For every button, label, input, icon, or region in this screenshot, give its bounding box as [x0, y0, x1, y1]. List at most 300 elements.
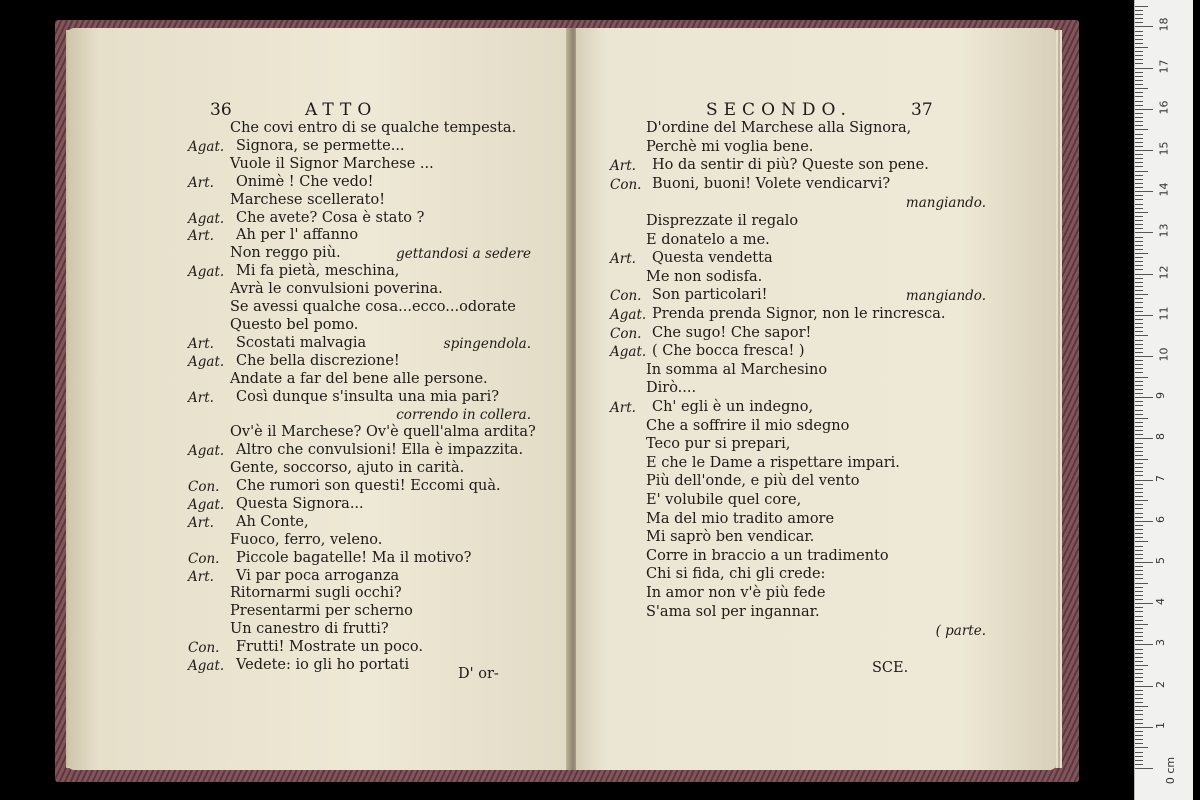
- ruler-tick: [1135, 508, 1143, 509]
- ruler-unit-label: 0 cm: [1164, 756, 1178, 785]
- verse-line: Avrà le convulsioni poverina.: [230, 281, 443, 298]
- speaker-label: Art.: [188, 568, 214, 585]
- verse-line: D'ordine del Marchese alla Signora,: [646, 120, 912, 136]
- stage-direction: mangiando.: [905, 195, 986, 212]
- ruler-tick: [1135, 307, 1143, 308]
- ruler-number: 8: [1154, 433, 1167, 441]
- ruler-tick: [1135, 735, 1143, 736]
- ruler-tick: [1135, 694, 1143, 695]
- ruler-tick: [1135, 331, 1143, 332]
- ruler-tick: [1135, 117, 1143, 118]
- ruler-tick: [1135, 364, 1143, 365]
- verse-line: Perchè mi voglia bene.: [646, 138, 814, 155]
- ruler-tick: [1135, 199, 1143, 200]
- ruler-tick: [1135, 257, 1143, 258]
- ruler-tick: [1135, 418, 1148, 419]
- verse-line: Me non sodisfa.: [646, 268, 763, 285]
- ruler-tick: [1135, 84, 1143, 85]
- speaker-label: Agat.: [188, 353, 225, 370]
- ruler-tick: [1135, 290, 1143, 291]
- ruler-tick: [1135, 80, 1143, 81]
- ruler-tick: [1135, 727, 1153, 728]
- ruler-number: 5: [1154, 557, 1167, 564]
- ruler-tick: [1135, 253, 1148, 254]
- ruler-tick: [1135, 220, 1143, 221]
- stage-direction: spingendola.: [443, 335, 531, 352]
- ruler-tick: [1135, 59, 1143, 60]
- ruler-tick: [1135, 702, 1143, 703]
- verse-line: Vi par poca arroganza: [236, 567, 400, 584]
- ruler-tick: [1135, 154, 1143, 155]
- ruler-tick: [1135, 492, 1143, 493]
- ruler-tick: [1135, 368, 1143, 369]
- ruler-tick: [1135, 360, 1143, 361]
- ruler-tick: [1135, 570, 1143, 571]
- ruler-tick: [1135, 649, 1143, 650]
- ruler-tick: [1135, 216, 1143, 217]
- ruler-tick: [1135, 455, 1143, 456]
- ruler-tick: [1135, 344, 1143, 345]
- ruler-tick: [1135, 752, 1143, 753]
- speaker-label: Con.: [610, 325, 642, 342]
- verse-line: Che a soffrire il mio sdegno: [646, 417, 850, 434]
- ruler-tick: [1135, 183, 1143, 184]
- ruler-tick: [1135, 327, 1143, 328]
- verse-line: Così dunque s'insulta una mia pari?: [236, 388, 500, 405]
- ruler-tick: [1135, 92, 1143, 93]
- ruler-number: 15: [1157, 141, 1171, 156]
- ruler-number: 13: [1157, 223, 1171, 238]
- ruler-tick: [1135, 232, 1153, 233]
- verse-line: Chi si fida, chi gli crede:: [646, 566, 826, 583]
- ruler-tick: [1135, 274, 1153, 275]
- ruler-number: 11: [1157, 306, 1171, 321]
- ruler-tick: [1135, 249, 1143, 250]
- ruler-tick: [1135, 719, 1143, 720]
- verse-line: Che rumori son questi! Eccomi quà.: [236, 478, 501, 494]
- ruler-tick: [1135, 430, 1143, 431]
- ruler-tick: [1135, 51, 1143, 52]
- ruler-tick: [1135, 681, 1143, 682]
- ruler-tick: [1135, 677, 1143, 678]
- ruler-tick: [1135, 504, 1143, 505]
- ruler-tick: [1135, 96, 1143, 97]
- ruler-tick: [1135, 269, 1143, 270]
- ruler-tick: [1135, 578, 1143, 579]
- ruler-tick: [1135, 224, 1143, 225]
- ruler-tick: [1135, 265, 1143, 266]
- ruler-tick: [1135, 356, 1153, 357]
- ruler-tick: [1135, 426, 1143, 427]
- verse-line: Vuole il Signor Marchese ...: [230, 155, 434, 172]
- ruler-tick: [1135, 714, 1143, 715]
- ruler-tick: [1135, 513, 1143, 514]
- speaker-label: Agat.: [610, 344, 647, 361]
- ruler-tick: [1135, 171, 1148, 172]
- ruler-tick: [1135, 760, 1143, 761]
- ruler-tick: [1135, 644, 1153, 645]
- ruler-tick: [1135, 315, 1153, 316]
- ruler-tick: [1135, 484, 1143, 485]
- ruler-tick: [1135, 125, 1143, 126]
- verse-line: Che covi entro di se qualche tempesta.: [230, 120, 517, 136]
- ruler-tick: [1135, 302, 1143, 303]
- stage-direction: correndo in collera.: [396, 407, 531, 424]
- ruler-tick: [1135, 603, 1153, 604]
- speaker-label: Agat.: [188, 658, 225, 674]
- verse-line: Questo bel pomo.: [230, 316, 359, 333]
- verse-line: E' volubile quel core,: [646, 492, 802, 508]
- verse-line: Questa vendetta: [652, 250, 773, 267]
- ruler-tick: [1135, 607, 1143, 608]
- ruler-tick: [1135, 26, 1153, 27]
- speaker-label: Art.: [188, 174, 214, 191]
- ruler-number: 2: [1154, 680, 1167, 688]
- ruler-tick: [1135, 546, 1143, 547]
- ruler-tick: [1135, 150, 1153, 151]
- ruler-tick: [1135, 35, 1143, 36]
- ruler-number: 9: [1154, 392, 1167, 400]
- verse-line: Gente, soccorso, ajuto in carità.: [230, 460, 465, 477]
- speaker-label: Art.: [610, 251, 636, 268]
- verse-line: Che bella discrezione!: [236, 352, 400, 369]
- speaker-label: Art.: [610, 158, 636, 175]
- ruler-tick: [1135, 410, 1143, 411]
- verse-line: Teco pur si prepari,: [646, 436, 791, 453]
- ruler-tick: [1135, 377, 1148, 378]
- ruler-tick: [1135, 640, 1143, 641]
- ruler-tick: [1135, 43, 1143, 44]
- verse-line: Ch' egli è un indegno,: [652, 399, 814, 415]
- ruler-tick: [1135, 401, 1143, 402]
- ruler-tick: [1135, 632, 1143, 633]
- ruler-tick: [1135, 237, 1143, 238]
- ruler-tick: [1135, 422, 1143, 423]
- ruler-tick: [1135, 764, 1143, 765]
- ruler-tick: [1135, 76, 1143, 77]
- ruler-tick: [1135, 558, 1143, 559]
- verse-line: Son particolari!: [652, 287, 768, 304]
- left-page: [68, 28, 569, 770]
- ruler-number: 10: [1157, 347, 1171, 362]
- ruler-tick: [1135, 438, 1153, 439]
- verse-line: Questa Signora...: [236, 495, 364, 512]
- verse-line: Che sugo! Che sapor!: [652, 324, 812, 341]
- verse-line: Onimè ! Che vedo!: [236, 173, 374, 190]
- ruler-number: 18: [1157, 17, 1171, 32]
- ruler-tick: [1135, 385, 1143, 386]
- catchword: SCE.: [872, 660, 909, 676]
- verse-line: Ah per l' affanno: [236, 227, 359, 244]
- ruler-number: 7: [1154, 474, 1167, 482]
- ruler-tick: [1135, 541, 1148, 542]
- ruler-tick: [1135, 661, 1143, 662]
- ruler-tick: [1135, 743, 1143, 744]
- ruler-tick: [1135, 690, 1143, 691]
- ruler-tick: [1135, 381, 1143, 382]
- ruler-tick: [1135, 574, 1143, 575]
- ruler-tick: [1135, 475, 1143, 476]
- ruler-tick: [1135, 101, 1143, 102]
- ruler-tick: [1135, 241, 1143, 242]
- ruler-tick: [1135, 657, 1143, 658]
- verse-line: Mi fa pietà, meschina,: [236, 263, 400, 280]
- ruler-tick: [1135, 525, 1143, 526]
- ruler-tick: [1135, 348, 1143, 349]
- verse-line: Fuoco, ferro, veleno.: [230, 531, 383, 548]
- ruler-tick: [1135, 731, 1143, 732]
- ruler-tick: [1135, 121, 1143, 122]
- ruler-tick: [1135, 175, 1143, 176]
- speaker-label: Con.: [188, 550, 220, 567]
- speaker-label: Agat.: [188, 443, 225, 460]
- speaker-label: Art.: [188, 228, 214, 245]
- ruler-tick: [1135, 109, 1153, 110]
- ruler-tick: [1135, 768, 1153, 769]
- verse-line: Buoni, buoni! Volete vendicarvi?: [652, 175, 891, 192]
- ruler-tick: [1135, 245, 1143, 246]
- verse-line: Mi saprò ben vendicar.: [646, 529, 815, 546]
- ruler-tick: [1135, 500, 1148, 501]
- verse-line: Piccole bagatelle! Ma il motivo?: [236, 549, 472, 566]
- ruler-tick: [1135, 63, 1143, 64]
- ruler-tick: [1135, 533, 1143, 534]
- verse-line: ( Che bocca fresca! ): [652, 343, 805, 360]
- ruler-tick: [1135, 187, 1143, 188]
- ruler-tick: [1135, 653, 1143, 654]
- ruler-tick: [1135, 6, 1148, 7]
- ruler-tick: [1135, 628, 1143, 629]
- verse-line: In amor non v'è più fede: [646, 585, 826, 601]
- ruler-tick: [1135, 352, 1143, 353]
- ruler-tick: [1135, 451, 1143, 452]
- speaker-label: Con.: [610, 176, 642, 193]
- catchword: D' or-: [458, 666, 499, 682]
- ruler-tick: [1135, 739, 1143, 740]
- ruler-tick: [1135, 47, 1148, 48]
- ruler-tick: [1135, 228, 1143, 229]
- ruler-tick: [1135, 294, 1148, 295]
- ruler-tick: [1135, 566, 1143, 567]
- ruler-tick: [1135, 591, 1143, 592]
- stage-direction: mangiando.: [905, 288, 986, 305]
- ruler-tick: [1135, 611, 1143, 612]
- ruler-tick: [1135, 587, 1143, 588]
- ruler-tick: [1135, 616, 1143, 617]
- ruler-tick: [1135, 335, 1148, 336]
- ruler-number: 12: [1157, 265, 1171, 280]
- speaker-label: Agat.: [188, 496, 225, 513]
- ruler-tick: [1135, 665, 1148, 666]
- verse-line: Un canestro di frutti?: [230, 621, 389, 638]
- verse-line: Prenda prenda Signor, non le rincresca.: [652, 306, 946, 322]
- ruler-tick: [1135, 480, 1153, 481]
- ruler-tick: [1135, 18, 1143, 19]
- ruler-tick: [1135, 113, 1143, 114]
- ruler-tick: [1135, 286, 1143, 287]
- verse-line: Corre in braccio a un tradimento: [646, 547, 889, 564]
- ruler-tick: [1135, 393, 1143, 394]
- ruler-number: 16: [1157, 100, 1171, 115]
- verse-line: Che avete? Cosa è stato ?: [236, 209, 425, 226]
- ruler-tick: [1135, 521, 1153, 522]
- ruler-tick: [1135, 669, 1143, 670]
- ruler-tick: [1135, 298, 1143, 299]
- ruler-number: 17: [1157, 59, 1171, 74]
- ruler-tick: [1135, 311, 1143, 312]
- ruler-tick: [1135, 68, 1153, 69]
- ruler-number: 6: [1154, 515, 1167, 523]
- ruler-tick: [1135, 212, 1148, 213]
- ruler-tick: [1135, 88, 1148, 89]
- ruler-tick: [1135, 261, 1143, 262]
- ruler-tick: [1135, 204, 1143, 205]
- ruler-tick: [1135, 673, 1143, 674]
- ruler-tick: [1135, 756, 1143, 757]
- ruler-tick: [1135, 72, 1143, 73]
- verse-line: Se avessi qualche cosa...ecco...odorate: [230, 299, 516, 315]
- ruler-tick: [1135, 562, 1153, 563]
- speaker-label: Con.: [188, 640, 220, 657]
- ruler-tick: [1135, 414, 1143, 415]
- ruler-tick: [1135, 166, 1143, 167]
- page-number: 36: [210, 100, 232, 120]
- ruler-tick: [1135, 471, 1143, 472]
- verse-line: S'ama sol per ingannar.: [646, 603, 820, 620]
- right-page: [576, 28, 1056, 770]
- ruler-tick: [1135, 706, 1148, 707]
- verse-line: Altro che convulsioni! Ella è impazzita.: [236, 442, 524, 459]
- verse-line: Ma del mio tradito amore: [646, 510, 835, 527]
- ruler-tick: [1135, 517, 1143, 518]
- ruler-tick: [1135, 14, 1143, 15]
- measuring-ruler: [1134, 0, 1193, 800]
- ruler-tick: [1135, 434, 1143, 435]
- verse-line: Andate a far del bene alle persone.: [230, 370, 488, 387]
- ruler-tick: [1135, 146, 1143, 147]
- ruler-tick: [1135, 340, 1143, 341]
- stage-direction: ( parte.: [935, 623, 986, 640]
- verse-line: Marchese scellerato!: [230, 191, 386, 208]
- ruler-tick: [1135, 529, 1143, 530]
- ruler-tick: [1135, 624, 1148, 625]
- ruler-number: 14: [1157, 182, 1171, 197]
- ruler-tick: [1135, 282, 1143, 283]
- ruler-tick: [1135, 389, 1143, 390]
- speaker-label: Art.: [610, 400, 636, 416]
- ruler-tick: [1135, 747, 1148, 748]
- ruler-tick: [1135, 162, 1143, 163]
- verse-line: Ritornarmi sugli occhi?: [230, 585, 402, 602]
- ruler-tick: [1135, 208, 1143, 209]
- ruler-tick: [1135, 537, 1143, 538]
- verse-line: Più dell'onde, e più del vento: [646, 473, 860, 490]
- ruler-tick: [1135, 459, 1148, 460]
- ruler-tick: [1135, 397, 1153, 398]
- verse-line: Ah Conte,: [236, 513, 309, 530]
- verse-line: Dirò....: [646, 380, 697, 397]
- speaker-label: Art.: [188, 335, 214, 352]
- ruler-tick: [1135, 10, 1143, 11]
- ruler-tick: [1135, 467, 1143, 468]
- ruler-tick: [1135, 488, 1143, 489]
- verse-line: Scostati malvagia: [236, 334, 367, 351]
- ruler-tick: [1135, 142, 1143, 143]
- ruler-tick: [1135, 447, 1143, 448]
- page-number: 37: [911, 100, 933, 120]
- ruler-number: 3: [1154, 639, 1167, 647]
- ruler-tick: [1135, 372, 1143, 373]
- ruler-number: 1: [1154, 721, 1167, 729]
- ruler-tick: [1135, 129, 1148, 130]
- ruler-tick: [1135, 636, 1143, 637]
- verse-line: E che le Dame a rispettare impari.: [646, 454, 900, 471]
- ruler-tick: [1135, 599, 1143, 600]
- verse-line: Presentarmi per scherno: [230, 603, 413, 620]
- ruler-tick: [1135, 105, 1143, 106]
- speaker-label: Agat.: [188, 138, 225, 155]
- running-head: SECONDO.: [706, 100, 852, 120]
- verse-line: Vedete: io gli ho portati: [236, 657, 410, 673]
- ruler-tick: [1135, 22, 1143, 23]
- verse-line: Ho da sentir di più? Queste son pene.: [652, 157, 929, 174]
- ruler-tick: [1135, 405, 1143, 406]
- ruler-tick: [1135, 620, 1143, 621]
- ruler-tick: [1135, 550, 1143, 551]
- verse-line: Frutti! Mostrate un poco.: [236, 639, 423, 656]
- verse-line: Non reggo più.: [230, 245, 341, 262]
- speaker-label: Agat.: [188, 264, 225, 281]
- ruler-tick: [1135, 134, 1143, 135]
- ruler-tick: [1135, 55, 1143, 56]
- speaker-label: Agat.: [188, 210, 225, 227]
- ruler-tick: [1135, 595, 1143, 596]
- ruler-tick: [1135, 698, 1143, 699]
- verse-line: Ov'è il Marchese? Ov'è quell'alma ardita?: [230, 424, 536, 441]
- ruler-tick: [1135, 31, 1143, 32]
- speaker-label: Con.: [610, 288, 642, 305]
- ruler-tick: [1135, 319, 1143, 320]
- ruler-tick: [1135, 686, 1153, 687]
- ruler-tick: [1135, 496, 1143, 497]
- ruler-tick: [1135, 179, 1143, 180]
- ruler-tick: [1135, 39, 1143, 40]
- ruler-tick: [1135, 463, 1143, 464]
- ruler-tick: [1135, 583, 1148, 584]
- stage-direction: gettandosi a sedere: [396, 246, 531, 263]
- ruler-tick: [1135, 554, 1143, 555]
- ruler-number: 4: [1154, 598, 1167, 606]
- verse-line: Signora, se permette...: [236, 137, 405, 154]
- speaker-label: Art.: [188, 389, 214, 406]
- verse-line: E donatelo a me.: [646, 231, 770, 248]
- speaker-label: Agat.: [610, 307, 647, 323]
- verse-line: Disprezzate il regalo: [646, 213, 799, 229]
- ruler-tick: [1135, 191, 1153, 192]
- verse-line: In somma al Marchesino: [646, 361, 828, 378]
- running-head: ATTO: [305, 100, 378, 120]
- ruler-tick: [1135, 158, 1143, 159]
- ruler-tick: [1135, 723, 1143, 724]
- ruler-tick: [1135, 195, 1143, 196]
- speaker-label: Con.: [188, 479, 220, 495]
- speaker-label: Art.: [188, 514, 214, 531]
- ruler-tick: [1135, 323, 1143, 324]
- ruler-tick: [1135, 443, 1143, 444]
- ruler-tick: [1135, 710, 1143, 711]
- ruler-tick: [1135, 138, 1143, 139]
- ruler-tick: [1135, 278, 1143, 279]
